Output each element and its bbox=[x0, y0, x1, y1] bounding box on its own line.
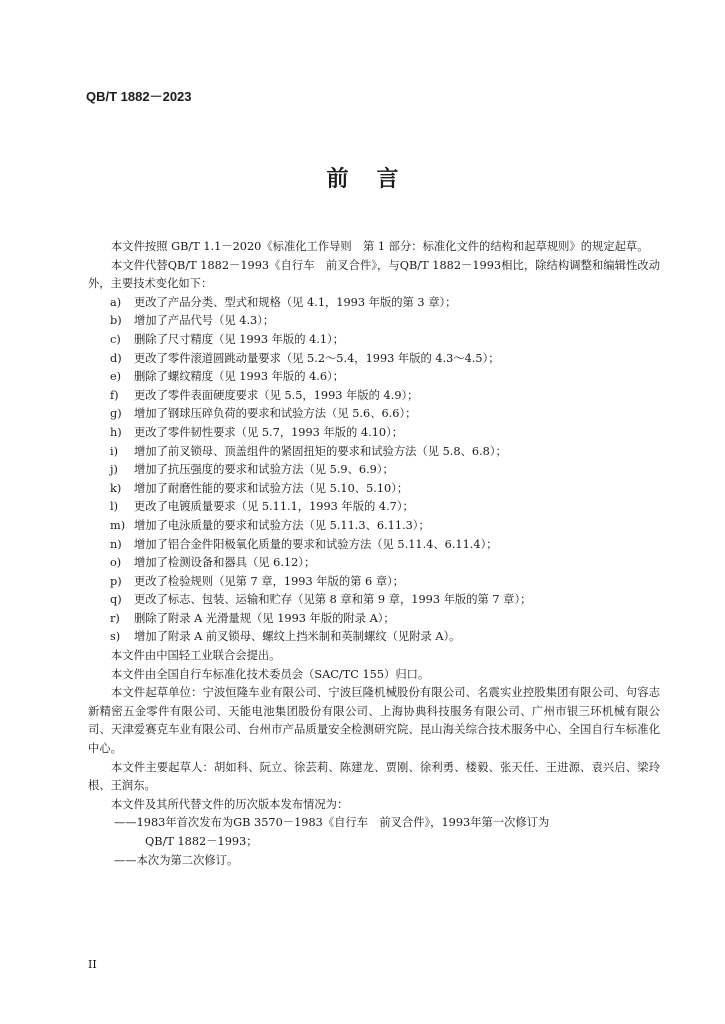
list-item-text: 更改了标志、包装、运输和贮存（见第 8 章和第 9 章，1993 年版的第 7 章）； bbox=[134, 593, 532, 607]
list-item bbox=[88, 368, 660, 387]
list-item-letter: f) bbox=[110, 388, 119, 402]
history-entry-first-continued: QB/T 1882－1993； bbox=[145, 835, 258, 848]
list-item-letter: r) bbox=[110, 611, 120, 625]
list-item-text: 增加了钢球压碎负荷的要求和试验方法（见 5.6、6.6）； bbox=[134, 407, 417, 421]
list-item-letter: m) bbox=[110, 518, 126, 532]
list-item-letter: n) bbox=[110, 537, 122, 551]
list-item bbox=[88, 294, 660, 313]
list-item-letter: p) bbox=[110, 574, 122, 588]
drafters-paragraph: 本文件主要起草人：胡如科、阮立、徐芸莉、陈建龙、贾刚、徐利勇、楼毅、张天任、王进源、袁兴启、梁玲根、王润东。 bbox=[88, 760, 660, 793]
list-item-letter: e) bbox=[110, 370, 122, 384]
committee-paragraph: 本文件由全国自行车标准化技术委员会（SAC/TC 155）归口。 bbox=[111, 667, 430, 681]
list-item bbox=[88, 331, 660, 350]
history-intro-paragraph: 本文件及其所代替文件的历次版本发布情况为： bbox=[111, 797, 349, 811]
list-item bbox=[88, 461, 660, 480]
list-item-letter: o) bbox=[110, 556, 122, 570]
list-item bbox=[88, 628, 660, 647]
list-item bbox=[88, 387, 660, 406]
intro-paragraph-replacement: 本文件代替QB/T 1882－1993《自行车 前叉合件》，与QB/T 1882－1993相比，除结构调整和编辑性改动外，主要技术变化如下： bbox=[88, 258, 660, 291]
intro-paragraph-drafting: 本文件按照 GB/T 1.1－2020《标准化工作导则 第 1 部分：标准化文件的结构和起草规则》的规定起草。 bbox=[111, 240, 649, 253]
proposer-paragraph: 本文件由中国轻工业联合会提出。 bbox=[111, 649, 281, 663]
list-item-text: 增加了前叉锁母、顶盖组件的紧固扭矩的要求和试验方法（见 5.8、6.8）； bbox=[134, 444, 507, 458]
technical-changes-list bbox=[88, 294, 660, 647]
page-number: II bbox=[88, 958, 97, 971]
list-item-text: 删除了尺寸精度（见 1993 年版的 4.1）； bbox=[134, 332, 344, 346]
list-item bbox=[88, 610, 660, 629]
history-entry-first: ——1983年首次发布为GB 3570－1983《自行车 前叉合件》，1993年第一次修订为 bbox=[114, 816, 550, 830]
list-item-letter: b) bbox=[110, 314, 122, 328]
list-item-text: 增加了铝合金件阳极氧化质量的要求和试验方法（见 5.11.4、6.11.4）； bbox=[134, 537, 498, 551]
list-item-letter: a) bbox=[110, 295, 122, 309]
list-item bbox=[88, 443, 660, 462]
list-item-text: 增加了附录 A 前叉锁母、螺纹上挡米制和英制螺纹（见附录 A）。 bbox=[134, 630, 461, 644]
list-item-text: 更改了零件表面硬度要求（见 5.5，1993 年版的 4.9）； bbox=[134, 388, 419, 402]
page-title: 前言 bbox=[326, 167, 427, 192]
history-entry-second: ——本次为第二次修订。 bbox=[114, 853, 239, 867]
list-item-letter: q) bbox=[110, 593, 122, 607]
list-item bbox=[88, 554, 660, 573]
list-item-letter: g) bbox=[110, 407, 122, 421]
list-item-letter: k) bbox=[110, 481, 122, 495]
list-item-text: 删除了螺纹精度（见 1993 年版的 4.6）； bbox=[134, 370, 344, 384]
list-item-text: 增加了耐磨性能的要求和试验方法（见 5.10、5.10）； bbox=[134, 481, 409, 495]
list-item-letter: s) bbox=[110, 630, 121, 644]
list-item bbox=[88, 405, 660, 424]
list-item bbox=[88, 498, 660, 517]
list-item-text: 增加了电泳质量的要求和试验方法（见 5.11.3、6.11.3）； bbox=[134, 518, 430, 532]
list-item-text: 更改了零件滚道圆跳动量要求（见 5.2～5.4，1993 年版的 4.3～4.5）； bbox=[134, 351, 500, 365]
list-item bbox=[88, 591, 660, 610]
list-item-text: 删除了附录 A 光滑量规（见 1993 年版的附录 A）； bbox=[134, 611, 395, 625]
list-item bbox=[88, 424, 660, 443]
list-item bbox=[88, 517, 660, 536]
foreword-body bbox=[88, 238, 660, 870]
list-item-text: 增加了抗压强度的要求和试验方法（见 5.9、6.9）； bbox=[134, 463, 394, 477]
list-item-text: 更改了检验规则（见第 7 章，1993 年版的第 6 章）； bbox=[134, 574, 405, 588]
list-item-letter: d) bbox=[110, 351, 122, 365]
list-item bbox=[88, 312, 660, 331]
list-item-letter: c) bbox=[110, 332, 121, 346]
list-item-text: 更改了零件韧性要求（见 5.7，1993 年版的 4.10）； bbox=[134, 425, 404, 439]
list-item-letter: h) bbox=[110, 425, 122, 439]
list-item bbox=[88, 350, 660, 369]
list-item-text: 更改了产品分类、型式和规格（见 4.1，1993 年版的第 3 章）； bbox=[134, 295, 457, 309]
list-item-text: 更改了电镀质量要求（见 5.11.1，1993 年版的 4.7）； bbox=[134, 500, 414, 514]
list-item-letter: i) bbox=[110, 444, 119, 458]
drafting-units-paragraph: 本文件起草单位：宁波恒隆车业有限公司、宁波巨隆机械股份有限公司、名震实业控股集团有限公司、句容志新精密五金零件有限公司、天能电池集团股份有限公司、上海协典科技服务有限公司、广州市银三环机械有限公司、天津爱赛克车业有限公司、台州市产品质量安全检测研究院、昆山海关综合技术服务中心、全国自行车标准化中心。 bbox=[88, 686, 660, 756]
standard-code: QB/T 1882－2023 bbox=[86, 89, 192, 104]
list-item bbox=[88, 480, 660, 499]
list-item bbox=[88, 573, 660, 592]
list-item-text: 增加了产品代号（见 4.3）； bbox=[134, 314, 275, 328]
list-item-letter: l) bbox=[110, 500, 119, 514]
list-item bbox=[88, 536, 660, 555]
list-item-letter: j) bbox=[110, 463, 118, 477]
list-item-text: 增加了检测设备和器具（见 6.12）； bbox=[134, 556, 316, 570]
